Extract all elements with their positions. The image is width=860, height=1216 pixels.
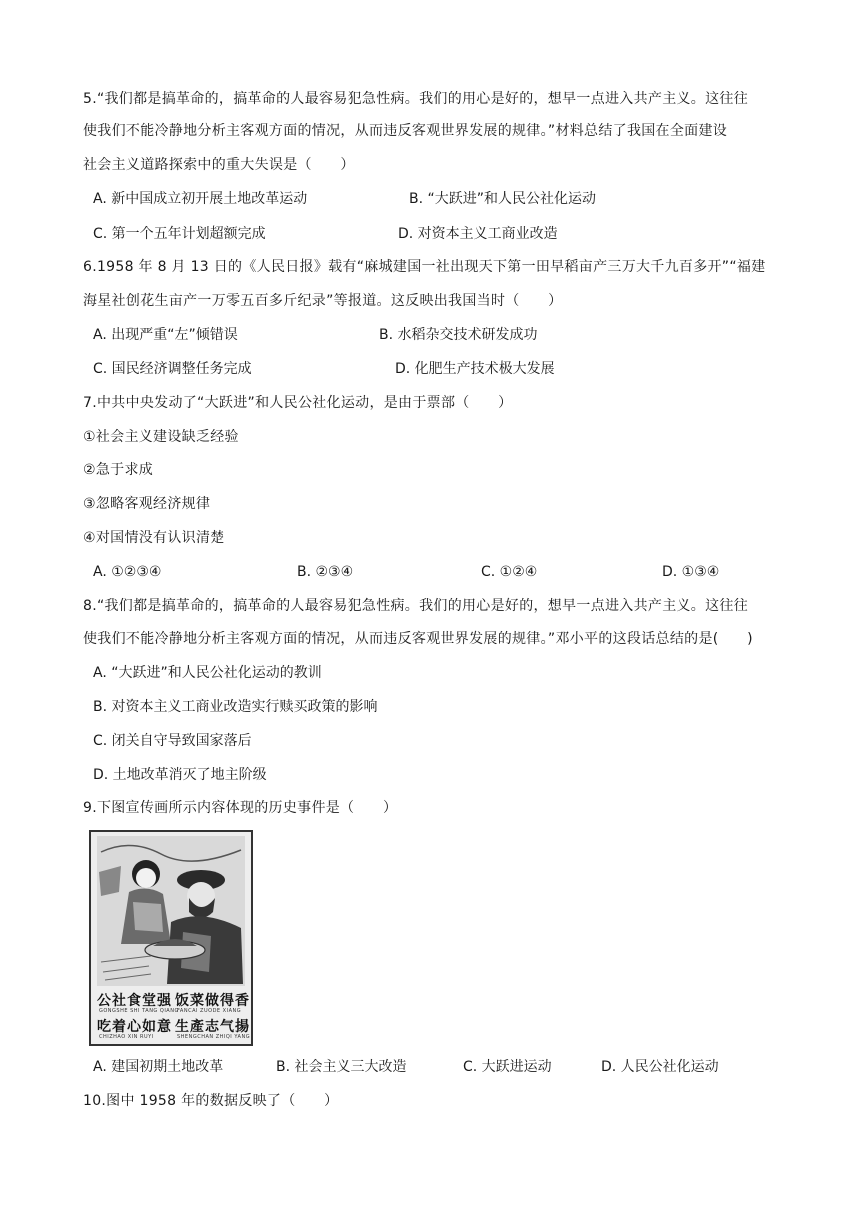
q7-option-c: C. ①②④ — [481, 564, 538, 580]
q9-option-b: B. 社会主义三大改造 — [276, 1059, 407, 1075]
q9-stem: 9.下图宣传画所示内容体现的历史事件是（ ） — [83, 800, 398, 816]
poster-caption-right-1: 饭菜做得香 — [175, 993, 250, 1009]
q7-option-b: B. ②③④ — [297, 564, 354, 580]
q8-option-b: B. 对资本主义工商业改造实行赎买政策的影响 — [93, 699, 378, 715]
q5-option-b: B. “大跃进”和人民公社化运动 — [409, 191, 597, 207]
q9-option-d: D. 人民公社化运动 — [601, 1059, 719, 1075]
q7-item-3: ③忽略客观经济规律 — [83, 496, 211, 512]
q6-option-a: A. 出现严重“左”倾错误 — [93, 327, 238, 343]
q8-option-c: C. 闭关自守导致国家落后 — [93, 733, 252, 749]
poster-pinyin-right-1: FANCAI ZUODE XIANG — [177, 1008, 242, 1014]
q6-option-b: B. 水稻杂交技术研发成功 — [379, 327, 538, 343]
q5-option-c: C. 第一个五年计划超额完成 — [93, 226, 266, 242]
poster-caption-left-1: 公社食堂强 — [97, 993, 172, 1009]
q8-stem-line-2: 使我们不能冷静地分析主客观方面的情况，从而违反客观世界发展的规律。”邓小平的这段话总结的是( ) — [83, 631, 753, 647]
q6-option-c: C. 国民经济调整任务完成 — [93, 361, 252, 377]
q8-stem-line-1: 8.“我们都是搞革命的，搞革命的人最容易犯急性病。我们的用心是好的，想早一点进入共产主义。这往往 — [83, 598, 749, 614]
q10-stem: 10.图中 1958 年的数据反映了（ ） — [83, 1093, 339, 1109]
q7-item-1: ①社会主义建设缺乏经验 — [83, 429, 239, 445]
propaganda-poster-image — [89, 830, 253, 1046]
q8-option-a: A. “大跃进”和人民公社化运动的教训 — [93, 665, 322, 681]
q5-stem-line-3: 社会主义道路探索中的重大失误是（ ） — [83, 157, 355, 173]
q5-stem-line-1: 5.“我们都是搞革命的，搞革命的人最容易犯急性病。我们的用心是好的，想早一点进入共产主义。这往往 — [83, 91, 749, 107]
q6-stem-line-2: 海星社创花生亩产一万零五百多斤纪录”等报道。这反映出我国当时（ ） — [83, 293, 563, 309]
q6-stem-line-1: 6.1958 年 8 月 13 日的《人民日报》载有“麻城建国一社出现天下第一田早稻亩产三万大千九百多开”“福建 — [83, 259, 766, 275]
poster-pinyin-left-2: CHIZHAO XIN RUYI — [99, 1034, 154, 1040]
q9-option-a: A. 建国初期土地改革 — [93, 1059, 224, 1075]
q7-item-4: ④对国情没有认识清楚 — [83, 530, 225, 546]
q7-item-2: ②急于求成 — [83, 462, 154, 478]
q8-option-d: D. 土地改革消灭了地主阶级 — [93, 767, 267, 783]
q5-option-d: D. 对资本主义工商业改造 — [398, 226, 558, 242]
q7-option-d: D. ①③④ — [662, 564, 720, 580]
q5-option-a: A. 新中国成立初开展土地改革运动 — [93, 191, 308, 207]
q5-stem-line-2: 使我们不能冷静地分析主客观方面的情况，从而违反客观世界发展的规律。”材料总结了我国在全面建设 — [83, 123, 728, 139]
q6-option-d: D. 化肥生产技术极大发展 — [395, 361, 555, 377]
poster-pinyin-right-2: SHENGCHAN ZHIQI YANG — [177, 1034, 251, 1040]
q9-option-c: C. 大跃进运动 — [463, 1059, 552, 1075]
q7-stem: 7.中共中央发动了“大跃进”和人民公社化运动，是由于票部（ ） — [83, 395, 513, 411]
poster-caption-left-2: 吃着心如意 — [97, 1019, 172, 1035]
poster-pinyin-left-1: GONGSHE SHI TANG QIANG — [99, 1008, 179, 1014]
poster-caption-right-2: 生產志气揚 — [175, 1019, 250, 1035]
q7-option-a: A. ①②③④ — [93, 564, 162, 580]
